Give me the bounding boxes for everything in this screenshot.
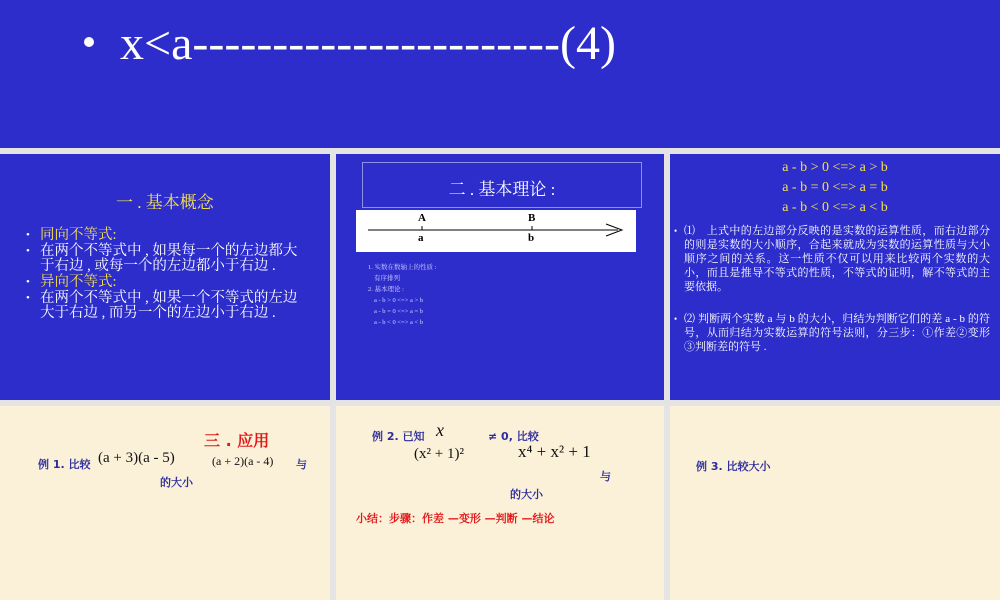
top-slide (0, 0, 1000, 148)
concept-item: • 同向不等式: (26, 228, 311, 243)
point-a-label: A (418, 212, 426, 224)
note-line: a - b < 0 <=> a < b (374, 319, 424, 326)
note-line: a - b = 0 <=> a = b (374, 308, 424, 315)
slide-application[interactable] (0, 406, 330, 600)
example-2-connector: 与 (600, 470, 611, 483)
variable-x: x (436, 420, 444, 440)
expression-1: (x² + 1)² (414, 446, 464, 462)
note-line: a - b > 0 <=> a > b (374, 297, 424, 304)
slide-example-3[interactable] (670, 406, 1000, 600)
equivalences (670, 158, 1000, 218)
point-a-value: a (418, 232, 424, 244)
example-2-prefix: 例 2. 已知 (372, 430, 425, 443)
point-b-value: b (528, 232, 535, 244)
example-3-title: 例 3. 比较大小 (696, 460, 771, 473)
example-1-prefix: 例 1. 比较 (38, 458, 91, 471)
note-line: 有序排列 (374, 275, 400, 282)
expression-2: (a + 2)(a - 4) (212, 454, 274, 468)
expression-2: x⁴ + x² + 1 (518, 442, 591, 461)
example-2-suffix: 的大小 (510, 488, 543, 501)
note-line: 1. 实数在数轴上的性质 : (368, 264, 437, 271)
point-b-label: B (528, 212, 536, 224)
explanation-paragraph-1: • ⑴ 上式中的左边部分反映的是实数的运算性质，而右边部分的则是实数的大小顺序，合起来就成为实数的运算性质与大小顺序之间的关系。这一性质不仅可以用来比较两个实数的大小，而且是推导不等式的性质，不等式的证明，解不等式的主要依据。 (674, 225, 990, 293)
equivalence-line: a - b < 0 <=> a < b (782, 200, 888, 215)
explanation-paragraph-2: • ⑵ 判断两个实数 a 与 b 的大小，归结为判断它们的差 a - b 的符号，从而归结为实数运算的符号法则，分三步：①作差②变形③判断差的符号 . (674, 313, 990, 353)
number-line-svg (356, 210, 636, 252)
equivalence-line: a - b = 0 <=> a = b (782, 180, 888, 195)
concept-item: • 异向不等式: (26, 275, 311, 290)
example-2-condition: ≠ 0, 比较 (488, 430, 539, 443)
title-box (362, 162, 642, 208)
slide-basic-concepts[interactable] (0, 154, 330, 400)
slide-basic-theory[interactable] (336, 154, 664, 400)
slide-example-2[interactable] (336, 406, 664, 600)
summary-steps: 小结：步骤：作差 —变形 —判断 —结论 (356, 512, 555, 525)
top-bullet-text: x<a-----------------------(4) (120, 17, 616, 70)
concept-list (26, 228, 311, 322)
slide-title: 二 . 基本理论 : (448, 180, 556, 199)
example-1-suffix: 的大小 (160, 476, 193, 489)
concept-item: • 在两个不等式中 , 如果每一个的左边都大于右边 , 或每一个的左边都小于右边 . (26, 244, 311, 274)
number-line (356, 210, 636, 252)
equivalence-line: a - b > 0 <=> a > b (782, 160, 888, 175)
paragraph-text: ⑵ 判断两个实数 a 与 b 的大小，归结为判断它们的差 a - b 的符号，从而归结为实数运算的符号法则，分三步：①作差②变形③判断差的符号 . (684, 313, 990, 353)
example-1-connector: 与 (296, 458, 307, 471)
top-bullet-line (84, 18, 616, 70)
slide-theory-explanation[interactable] (670, 154, 1000, 400)
theory-notes (368, 262, 436, 328)
slide-title: 一 . 基本概念 (116, 193, 214, 212)
expression-1: (a + 3)(a - 5) (98, 450, 175, 466)
application-heading: 三 . 应用 (204, 431, 270, 450)
note-line: 2. 基本理论 : (368, 286, 404, 293)
paragraph-text: ⑴ 上式中的左边部分反映的是实数的运算性质，而右边部分的则是实数的大小顺序，合起来就成为实数的运算性质与大小顺序之间的关系。这一性质不仅可以用来比较两个实数的大小，而且是推导不等式的性质，不等式的证明，解不等式的主要依据。 (684, 225, 990, 293)
concept-item: • 在两个不等式中 , 如果一个不等式的左边大于右边 , 而另一个的左边小于右边 . (26, 291, 311, 321)
bullet-dot-icon (84, 37, 94, 47)
